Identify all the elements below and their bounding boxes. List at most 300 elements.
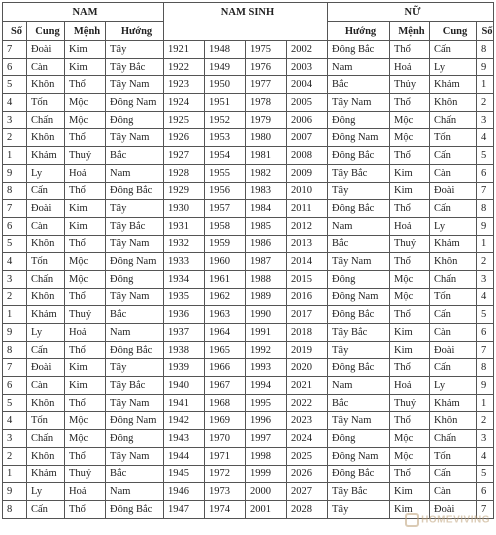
table-row (3, 94, 494, 112)
header-nam-huong: Hướng (106, 22, 164, 41)
nam-huong-cell: Đông Bắc (106, 500, 164, 518)
nu-cung-cell: Khôn (430, 412, 477, 430)
nu-cung-cell: Khôn (430, 94, 477, 112)
table-row (3, 341, 494, 359)
nu-menh-cell: Kim (390, 324, 430, 342)
birth-year-cell: 1952 (205, 111, 246, 129)
header-row-groups (3, 3, 494, 22)
nam-cung-cell: Ly (27, 483, 65, 501)
birth-year-cell: 2011 (287, 200, 328, 218)
nam-huong-cell: Nam (106, 324, 164, 342)
nam-cung-cell: Càn (27, 377, 65, 395)
birth-year-cell: 2024 (287, 430, 328, 448)
nu-menh-cell: Mộc (390, 111, 430, 129)
nam-cung-cell: Khảm (27, 147, 65, 165)
nu-cung-cell: Chấn (430, 111, 477, 129)
nu-cung-cell: Tốn (430, 129, 477, 147)
nu-huong-cell: Đông Bắc (328, 41, 390, 59)
nam-huong-cell: Bắc (106, 465, 164, 483)
nu-so-cell: 9 (477, 377, 494, 395)
nu-so-cell: 6 (477, 164, 494, 182)
nu-huong-cell: Đông Bắc (328, 465, 390, 483)
birth-year-cell: 1959 (205, 235, 246, 253)
nam-menh-cell: Kim (65, 58, 106, 76)
nam-so-cell: 2 (3, 129, 27, 147)
table-row (3, 288, 494, 306)
birth-year-cell: 1928 (164, 164, 205, 182)
table-row (3, 359, 494, 377)
birth-year-cell: 2026 (287, 465, 328, 483)
nu-cung-cell: Ly (430, 217, 477, 235)
nu-huong-cell: Tây Bắc (328, 164, 390, 182)
nam-huong-cell: Tây (106, 41, 164, 59)
nu-huong-cell: Đông Bắc (328, 147, 390, 165)
nu-menh-cell: Kim (390, 341, 430, 359)
nam-so-cell: 5 (3, 76, 27, 94)
nu-menh-cell: Thổ (390, 147, 430, 165)
nu-huong-cell: Bắc (328, 76, 390, 94)
watermark-logo (405, 513, 490, 527)
birth-year-cell: 2006 (287, 111, 328, 129)
table-row (3, 324, 494, 342)
birth-year-cell: 2013 (287, 235, 328, 253)
birth-year-cell: 1931 (164, 217, 205, 235)
birth-year-cell: 1995 (246, 394, 287, 412)
nam-cung-cell: Khôn (27, 129, 65, 147)
nam-cung-cell: Chấn (27, 270, 65, 288)
birth-year-cell: 2025 (287, 447, 328, 465)
nu-menh-cell: Thủy (390, 76, 430, 94)
birth-year-cell: 2022 (287, 394, 328, 412)
birth-year-cell: 1927 (164, 147, 205, 165)
birth-year-cell: 1932 (164, 235, 205, 253)
nam-so-cell: 3 (3, 430, 27, 448)
nam-huong-cell: Đông (106, 430, 164, 448)
nu-so-cell: 2 (477, 253, 494, 271)
table-row (3, 41, 494, 59)
birth-year-cell: 1972 (205, 465, 246, 483)
nam-huong-cell: Tây Nam (106, 235, 164, 253)
nu-huong-cell: Đông (328, 111, 390, 129)
birth-year-cell: 1947 (164, 500, 205, 518)
nu-menh-cell: Thổ (390, 41, 430, 59)
nu-cung-cell: Cấn (430, 147, 477, 165)
nam-menh-cell: Kim (65, 41, 106, 59)
birth-year-cell: 1976 (246, 58, 287, 76)
birth-year-cell: 1942 (164, 412, 205, 430)
nu-so-cell: 8 (477, 41, 494, 59)
nu-menh-cell: Kim (390, 483, 430, 501)
birth-year-cell: 1950 (205, 76, 246, 94)
header-nu-huong: Hướng (328, 22, 390, 41)
header-nu-so: Số (477, 22, 494, 41)
birth-year-cell: 2014 (287, 253, 328, 271)
birth-year-cell: 2017 (287, 306, 328, 324)
nu-cung-cell: Chấn (430, 430, 477, 448)
nam-cung-cell: Khôn (27, 288, 65, 306)
nu-so-cell: 1 (477, 394, 494, 412)
nu-cung-cell: Đoài (430, 341, 477, 359)
birth-year-cell: 1960 (205, 253, 246, 271)
nu-so-cell: 9 (477, 217, 494, 235)
nam-menh-cell: Mộc (65, 270, 106, 288)
nu-huong-cell: Nam (328, 377, 390, 395)
nu-cung-cell: Cấn (430, 306, 477, 324)
nu-huong-cell: Tây Nam (328, 412, 390, 430)
nu-huong-cell: Tây (328, 341, 390, 359)
nu-menh-cell: Thuỷ (390, 235, 430, 253)
table-row (3, 270, 494, 288)
birth-year-cell: 1997 (246, 430, 287, 448)
nam-cung-cell: Ly (27, 164, 65, 182)
nam-so-cell: 3 (3, 111, 27, 129)
nam-so-cell: 8 (3, 341, 27, 359)
nam-menh-cell: Thổ (65, 129, 106, 147)
nu-so-cell: 8 (477, 200, 494, 218)
birth-year-cell: 1987 (246, 253, 287, 271)
birth-year-cell: 2012 (287, 217, 328, 235)
table-body (3, 41, 494, 519)
nam-so-cell: 1 (3, 465, 27, 483)
nam-so-cell: 6 (3, 58, 27, 76)
nam-huong-cell: Đông Bắc (106, 341, 164, 359)
nam-menh-cell: Mộc (65, 253, 106, 271)
nu-menh-cell: Mộc (390, 129, 430, 147)
birth-year-cell: 1989 (246, 288, 287, 306)
table-row (3, 235, 494, 253)
nam-cung-cell: Càn (27, 58, 65, 76)
birth-year-cell: 1978 (246, 94, 287, 112)
birth-year-cell: 1977 (246, 76, 287, 94)
nam-so-cell: 1 (3, 306, 27, 324)
nu-menh-cell: Thổ (390, 412, 430, 430)
nu-menh-cell: Thổ (390, 200, 430, 218)
table-row (3, 76, 494, 94)
nam-menh-cell: Thổ (65, 288, 106, 306)
nam-menh-cell: Thổ (65, 235, 106, 253)
nu-menh-cell: Hoả (390, 377, 430, 395)
birth-year-cell: 1951 (205, 94, 246, 112)
birth-year-cell: 1993 (246, 359, 287, 377)
birth-year-cell: 1968 (205, 394, 246, 412)
birth-year-cell: 1955 (205, 164, 246, 182)
nu-huong-cell: Bắc (328, 235, 390, 253)
nu-so-cell: 5 (477, 306, 494, 324)
nam-cung-cell: Càn (27, 217, 65, 235)
nu-so-cell: 1 (477, 235, 494, 253)
birth-year-cell: 1975 (246, 41, 287, 59)
birth-year-cell: 1929 (164, 182, 205, 200)
birth-year-cell: 2010 (287, 182, 328, 200)
birth-year-cell: 1948 (205, 41, 246, 59)
nu-so-cell: 8 (477, 359, 494, 377)
table-wrapper (2, 2, 494, 519)
nam-so-cell: 4 (3, 94, 27, 112)
nu-huong-cell: Tây Bắc (328, 324, 390, 342)
nu-cung-cell: Ly (430, 377, 477, 395)
birth-year-cell: 2021 (287, 377, 328, 395)
header-nu-cung: Cung (430, 22, 477, 41)
birth-year-cell: 1958 (205, 217, 246, 235)
nu-so-cell: 3 (477, 111, 494, 129)
nu-huong-cell: Đông Nam (328, 288, 390, 306)
nu-menh-cell: Hoả (390, 58, 430, 76)
nam-menh-cell: Thổ (65, 76, 106, 94)
nu-huong-cell: Đông (328, 270, 390, 288)
birth-year-cell: 1992 (246, 341, 287, 359)
birth-year-cell: 1998 (246, 447, 287, 465)
birth-year-cell: 1937 (164, 324, 205, 342)
nam-huong-cell: Bắc (106, 147, 164, 165)
birth-year-cell: 1994 (246, 377, 287, 395)
birth-year-cell: 2004 (287, 76, 328, 94)
nam-cung-cell: Khôn (27, 447, 65, 465)
nam-huong-cell: Đông (106, 270, 164, 288)
birth-year-cell: 1924 (164, 94, 205, 112)
birth-year-cell: 1922 (164, 58, 205, 76)
nam-huong-cell: Tây Nam (106, 129, 164, 147)
nam-cung-cell: Tốn (27, 253, 65, 271)
nu-menh-cell: Mộc (390, 288, 430, 306)
nu-so-cell: 6 (477, 324, 494, 342)
nam-huong-cell: Tây Nam (106, 288, 164, 306)
nam-cung-cell: Ly (27, 324, 65, 342)
nu-so-cell: 7 (477, 500, 494, 518)
birth-year-cell: 1923 (164, 76, 205, 94)
birth-year-cell: 2027 (287, 483, 328, 501)
nam-huong-cell: Đông Bắc (106, 182, 164, 200)
nu-menh-cell: Thổ (390, 94, 430, 112)
nu-cung-cell: Đoài (430, 500, 477, 518)
birth-year-cell: 1962 (205, 288, 246, 306)
header-nam-sinh: NAM SINH (164, 3, 328, 41)
nu-menh-cell: Kim (390, 164, 430, 182)
nam-so-cell: 8 (3, 182, 27, 200)
birth-year-cell: 1930 (164, 200, 205, 218)
birth-year-cell: 1935 (164, 288, 205, 306)
birth-year-cell: 1957 (205, 200, 246, 218)
birth-year-cell: 1965 (205, 341, 246, 359)
nu-so-cell: 9 (477, 58, 494, 76)
nu-cung-cell: Chấn (430, 270, 477, 288)
nam-so-cell: 4 (3, 412, 27, 430)
nam-menh-cell: Kim (65, 377, 106, 395)
nam-huong-cell: Tây Nam (106, 394, 164, 412)
table-row (3, 483, 494, 501)
birth-year-cell: 1996 (246, 412, 287, 430)
nu-cung-cell: Cấn (430, 359, 477, 377)
birth-year-cell: 2001 (246, 500, 287, 518)
birth-year-cell: 2000 (246, 483, 287, 501)
nu-so-cell: 4 (477, 288, 494, 306)
birth-year-cell: 1943 (164, 430, 205, 448)
nam-huong-cell: Đông Nam (106, 253, 164, 271)
nu-cung-cell: Ly (430, 58, 477, 76)
table-row (3, 182, 494, 200)
birth-year-cell: 1953 (205, 129, 246, 147)
nu-cung-cell: Càn (430, 483, 477, 501)
nam-huong-cell: Nam (106, 483, 164, 501)
header-nu-menh: Mệnh (390, 22, 430, 41)
nam-menh-cell: Kim (65, 200, 106, 218)
nam-cung-cell: Khảm (27, 465, 65, 483)
nu-huong-cell: Tây (328, 500, 390, 518)
nu-huong-cell: Đông Bắc (328, 359, 390, 377)
nam-cung-cell: Cấn (27, 182, 65, 200)
nam-menh-cell: Mộc (65, 111, 106, 129)
nam-menh-cell: Kim (65, 359, 106, 377)
nu-so-cell: 3 (477, 430, 494, 448)
birth-year-cell: 2005 (287, 94, 328, 112)
nam-huong-cell: Đông Nam (106, 94, 164, 112)
table-row (3, 129, 494, 147)
nu-menh-cell: Mộc (390, 447, 430, 465)
birth-year-cell: 1966 (205, 359, 246, 377)
table-row (3, 377, 494, 395)
table-row (3, 465, 494, 483)
nu-cung-cell: Khảm (430, 394, 477, 412)
nu-menh-cell: Hoả (390, 217, 430, 235)
table-row (3, 306, 494, 324)
birth-year-cell: 2002 (287, 41, 328, 59)
nam-so-cell: 7 (3, 41, 27, 59)
nu-menh-cell: Kim (390, 500, 430, 518)
nam-menh-cell: Mộc (65, 430, 106, 448)
nam-cung-cell: Khôn (27, 76, 65, 94)
nam-menh-cell: Thổ (65, 500, 106, 518)
birth-year-cell: 1946 (164, 483, 205, 501)
nu-huong-cell: Đông Nam (328, 447, 390, 465)
nu-huong-cell: Tây (328, 182, 390, 200)
nam-so-cell: 2 (3, 447, 27, 465)
nu-menh-cell: Thuỷ (390, 394, 430, 412)
nam-menh-cell: Thổ (65, 447, 106, 465)
nu-cung-cell: Cấn (430, 200, 477, 218)
nu-menh-cell: Mộc (390, 270, 430, 288)
birth-year-cell: 1925 (164, 111, 205, 129)
birth-year-cell: 1985 (246, 217, 287, 235)
header-nu: NỮ (328, 3, 494, 22)
nam-so-cell: 4 (3, 253, 27, 271)
table-row (3, 147, 494, 165)
nam-so-cell: 5 (3, 394, 27, 412)
nam-so-cell: 6 (3, 217, 27, 235)
nu-huong-cell: Đông Bắc (328, 306, 390, 324)
table-row (3, 253, 494, 271)
birth-year-cell: 2028 (287, 500, 328, 518)
nu-so-cell: 5 (477, 465, 494, 483)
birth-year-cell: 1999 (246, 465, 287, 483)
table-row (3, 200, 494, 218)
birth-year-cell: 1961 (205, 270, 246, 288)
nam-menh-cell: Hoả (65, 483, 106, 501)
birth-year-cell: 1936 (164, 306, 205, 324)
watermark-text: HOMEVIVING (421, 514, 490, 526)
birth-year-cell: 2019 (287, 341, 328, 359)
table-row (3, 111, 494, 129)
birth-year-cell: 2023 (287, 412, 328, 430)
nu-huong-cell: Đông (328, 430, 390, 448)
nam-menh-cell: Thổ (65, 182, 106, 200)
nam-huong-cell: Tây Bắc (106, 217, 164, 235)
nam-huong-cell: Tây Bắc (106, 58, 164, 76)
feng-shui-table (2, 2, 494, 519)
birth-year-cell: 2003 (287, 58, 328, 76)
birth-year-cell: 1986 (246, 235, 287, 253)
nam-so-cell: 2 (3, 288, 27, 306)
nu-cung-cell: Tốn (430, 288, 477, 306)
nu-cung-cell: Cấn (430, 41, 477, 59)
table-row (3, 430, 494, 448)
nu-cung-cell: Đoài (430, 182, 477, 200)
nu-huong-cell: Nam (328, 217, 390, 235)
nam-so-cell: 7 (3, 359, 27, 377)
birth-year-cell: 1921 (164, 41, 205, 59)
birth-year-cell: 1990 (246, 306, 287, 324)
nam-cung-cell: Tốn (27, 94, 65, 112)
nam-huong-cell: Tây Bắc (106, 377, 164, 395)
nu-cung-cell: Cấn (430, 465, 477, 483)
nu-menh-cell: Kim (390, 182, 430, 200)
birth-year-cell: 2008 (287, 147, 328, 165)
nam-so-cell: 9 (3, 483, 27, 501)
nam-so-cell: 5 (3, 235, 27, 253)
nu-so-cell: 4 (477, 129, 494, 147)
birth-year-cell: 1981 (246, 147, 287, 165)
birth-year-cell: 2016 (287, 288, 328, 306)
nam-so-cell: 6 (3, 377, 27, 395)
nam-menh-cell: Mộc (65, 412, 106, 430)
birth-year-cell: 1939 (164, 359, 205, 377)
nam-cung-cell: Cấn (27, 500, 65, 518)
nam-huong-cell: Đông Nam (106, 412, 164, 430)
nu-menh-cell: Thổ (390, 253, 430, 271)
birth-year-cell: 1945 (164, 465, 205, 483)
table-row (3, 447, 494, 465)
nam-huong-cell: Tây (106, 200, 164, 218)
birth-year-cell: 1964 (205, 324, 246, 342)
birth-year-cell: 2018 (287, 324, 328, 342)
nam-menh-cell: Kim (65, 217, 106, 235)
nu-cung-cell: Khảm (430, 76, 477, 94)
nam-menh-cell: Thổ (65, 394, 106, 412)
nu-so-cell: 2 (477, 94, 494, 112)
nu-menh-cell: Thổ (390, 359, 430, 377)
header-nam-cung: Cung (27, 22, 65, 41)
nu-cung-cell: Càn (430, 164, 477, 182)
nu-huong-cell: Tây Nam (328, 94, 390, 112)
nam-cung-cell: Đoài (27, 359, 65, 377)
nam-menh-cell: Hoả (65, 164, 106, 182)
nam-cung-cell: Khôn (27, 394, 65, 412)
nam-huong-cell: Nam (106, 164, 164, 182)
birth-year-cell: 2020 (287, 359, 328, 377)
nam-menh-cell: Mộc (65, 94, 106, 112)
nam-huong-cell: Tây Nam (106, 76, 164, 94)
birth-year-cell: 1971 (205, 447, 246, 465)
birth-year-cell: 1982 (246, 164, 287, 182)
nam-huong-cell: Tây Nam (106, 447, 164, 465)
nam-cung-cell: Tốn (27, 412, 65, 430)
birth-year-cell: 1944 (164, 447, 205, 465)
nam-so-cell: 9 (3, 164, 27, 182)
nam-so-cell: 7 (3, 200, 27, 218)
nam-cung-cell: Khảm (27, 306, 65, 324)
birth-year-cell: 1979 (246, 111, 287, 129)
nu-cung-cell: Khảm (430, 235, 477, 253)
nu-cung-cell: Càn (430, 324, 477, 342)
birth-year-cell: 1980 (246, 129, 287, 147)
